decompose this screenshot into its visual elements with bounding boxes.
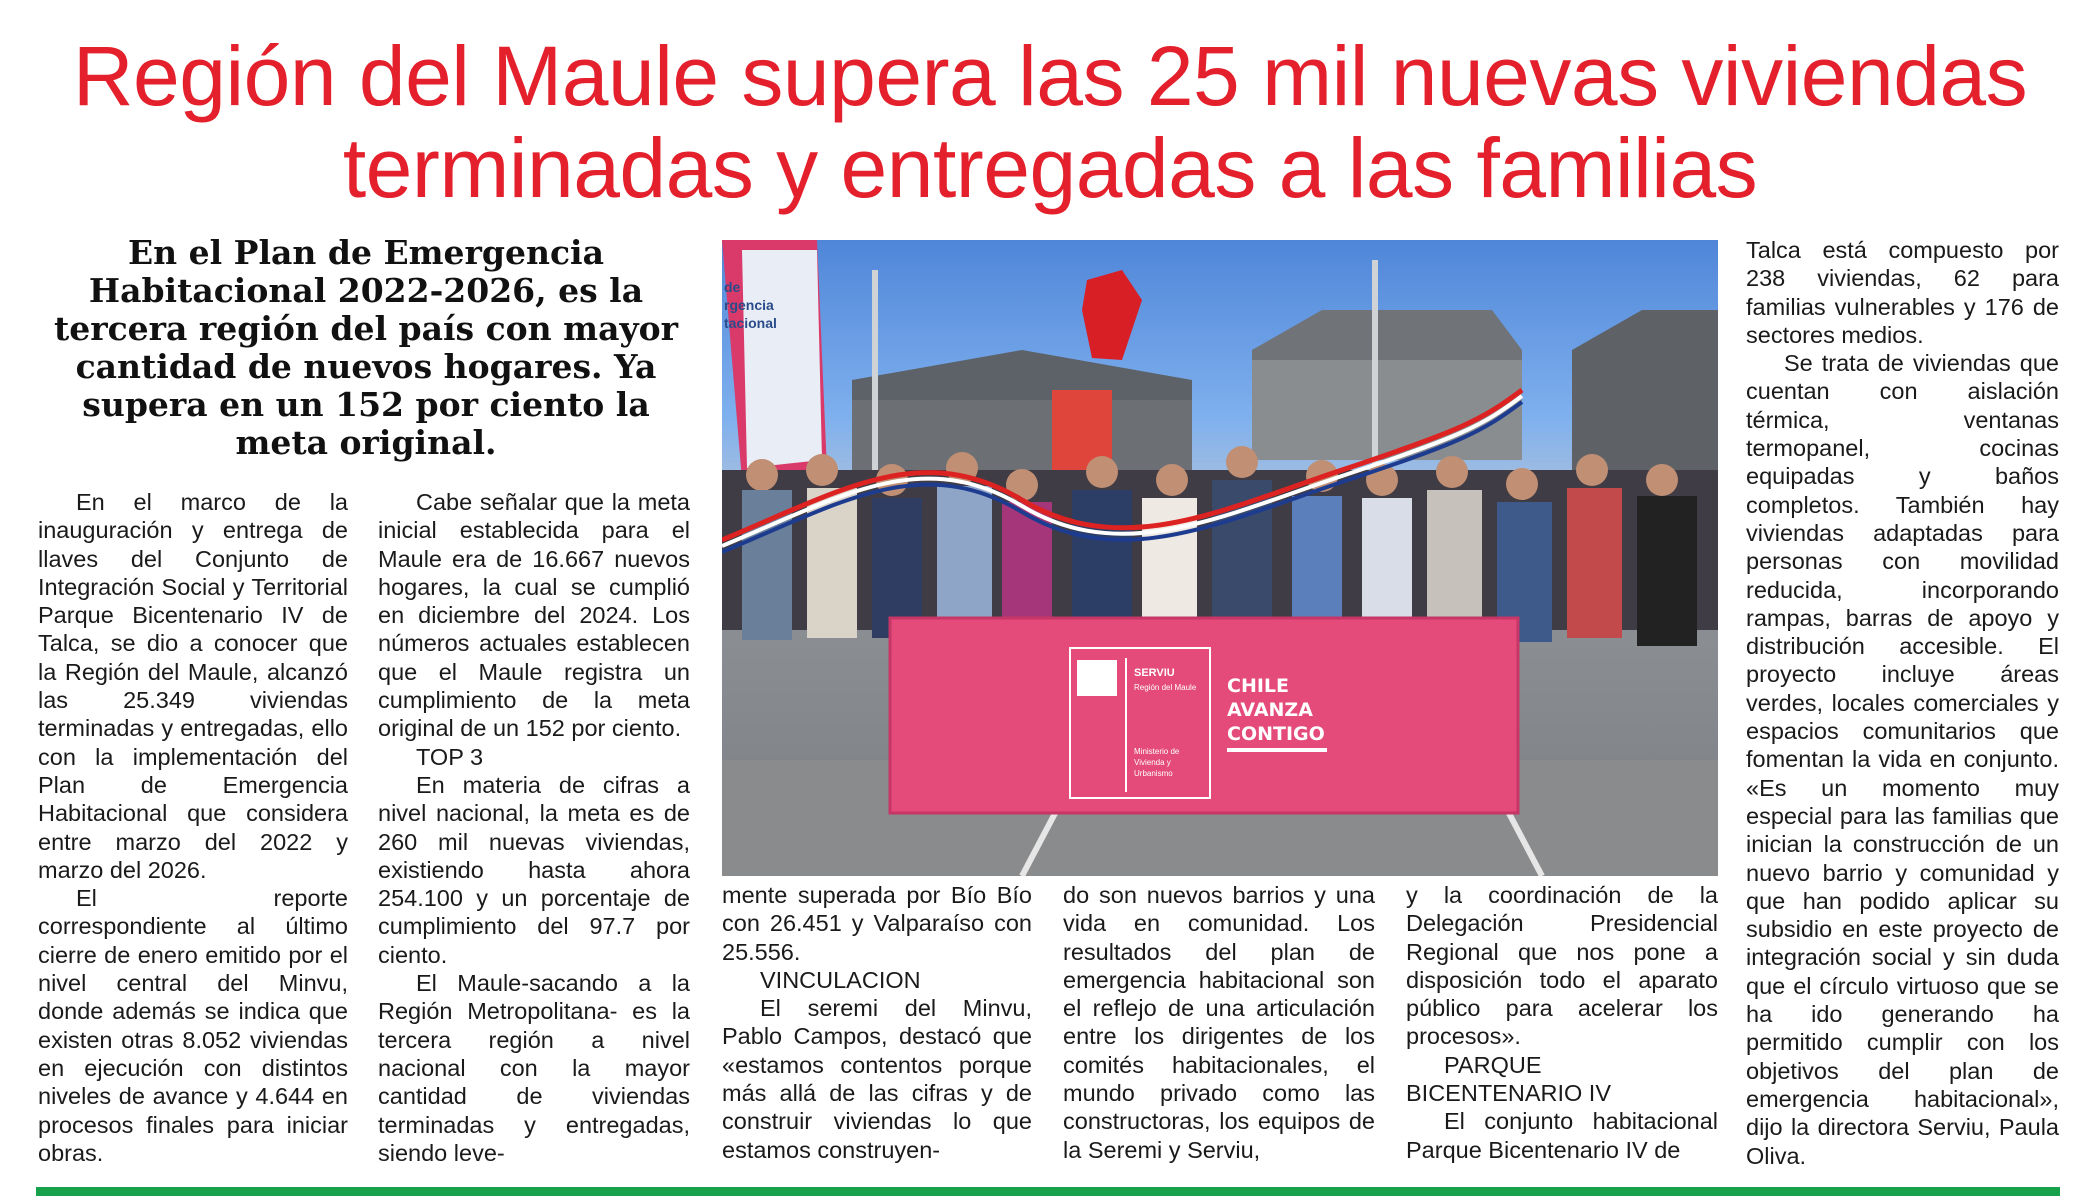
banner-slogan: CHILE <box>1227 675 1290 697</box>
ceremony-photo <box>722 240 1718 876</box>
bottom-divider <box>36 1187 2060 1196</box>
deck-subtitle: En el Plan de Emergencia Habitacional 2022-2026, es la tercera región del país con mayor cantidad de nuevos hogares. Ya supera en un 152 por ciento la meta original. <box>53 233 679 462</box>
banner-region: Región del Maule <box>1134 683 1197 692</box>
headline-line-1: Región del Maule supera las 25 mil nuevas viviendas <box>72 29 2028 123</box>
chile-shield-icon <box>1077 660 1117 696</box>
headline <box>30 30 2070 214</box>
banner-ministry: Ministerio de <box>1134 747 1180 756</box>
paragraph: En el marco de la inauguración y entrega de llaves del Conjunto de Integración Social y Territorial Parque Bicentenario IV de Talca, se dio a conocer que la Región del Maule, alcanzó las 25.349 viviendas terminadas y entregadas, ello con la implementación del Plan de Emergencia Habitacional que considera entre marzo del 2022 y marzo del 2026. <box>38 489 348 883</box>
column-4 <box>1063 881 1375 1164</box>
paragraph: y la coordinación de la Delegación Presidencial Regional que nos pone a disposición todo el aparato público para acelerar los procesos». <box>1406 882 1718 1050</box>
banner-slogan: AVANZA <box>1227 699 1313 721</box>
flag-text: de <box>724 279 741 295</box>
subheading: PARQUE BICENTENARIO IV <box>1406 1051 1612 1107</box>
banner-ministry: Vivienda y <box>1134 758 1171 767</box>
headline-line-2: terminadas y entregadas a las familias <box>342 121 1758 215</box>
house <box>1572 310 1718 470</box>
paragraph: do son nuevos barrios y una vida en comunidad. Los resultados del plan de emergencia habitacional son el reflejo de una articulación entre los dirigentes de los comités habitacionales, el mundo privado como las constructoras, los equipos de la Seremi y Serviu, <box>1063 882 1375 1163</box>
subheading: VINCULACION <box>760 966 921 993</box>
paragraph: mente superada por Bío Bío con 26.451 y Valparaíso con 25.556. <box>722 882 1032 965</box>
subheading: TOP 3 <box>416 743 484 770</box>
column-5 <box>1406 881 1718 1164</box>
paragraph: El reporte correspondiente al último cierre de enero emitido por el nivel central del Minvu, donde además se indica que existen otras 8.052 viviendas en ejecución con distintos niveles de avance y 4.644 en procesos finales para iniciar obras. <box>38 885 348 1166</box>
column-3 <box>722 881 1032 1164</box>
paragraph: El seremi del Minvu, Pablo Campos, destacó que «estamos contentos porque más allá de las cifras y de construir viviendas lo que estamos construyen- <box>722 995 1032 1163</box>
column-2 <box>378 488 690 1167</box>
column-1 <box>38 488 348 1167</box>
paragraph: Talca está compuesto por 238 viviendas, 62 para familias vulnerables y 176 de sectores medios. <box>1746 237 2059 348</box>
banner-ministry: Urbanismo <box>1134 769 1173 778</box>
paragraph: El conjunto habitacional Parque Bicentenario IV de <box>1406 1108 1718 1163</box>
flag-text: rgencia <box>724 297 774 313</box>
flag-text: tacional <box>724 315 777 331</box>
paragraph: Se trata de viviendas que cuentan con aislación térmica, ventanas termopanel, cocinas equipadas y baños completos. También hay viviendas adaptadas para personas con movilidad reducida, incorporando rampas, barras de apoyo y distribución accesible. El proyecto incluye áreas verdes, locales comerciales y espacios comunitarios que fomentan la vida en conjunto. «Es un momento muy especial para las familias que inician la construcción de un nuevo barrio y comunidad y que han podido aplicar su subsidio en este proyecto de integración social y sin duda que el círculo virtuoso que se ha ido generando ha permitido cumplir con los objetivos del plan de emergencia habitacional», dijo la directora Serviu, Paula Oliva. <box>1746 350 2059 1169</box>
paragraph: En materia de cifras a nivel nacional, la meta es de 260 mil nuevas viviendas, existiendo hasta ahora 254.100 y un porcentaje de cumplimiento del 97.7 por ciento. <box>378 771 690 968</box>
paragraph: Cabe señalar que la meta inicial establecida para el Maule era de 16.667 nuevos hogares, la cual se cumplió en diciembre del 2024. Los números actuales establecen que el Maule registra un cumplimiento de la meta original de un 152 por ciento. <box>378 489 690 742</box>
banner-slogan: CONTIGO <box>1227 723 1325 745</box>
red-sculpture <box>1082 270 1142 360</box>
banner-agency: SERVIU <box>1134 667 1175 679</box>
ceremony-illustration <box>722 240 1718 876</box>
column-6 <box>1746 236 2059 1170</box>
paragraph: El Maule-sacando a la Región Metropolitana- es la tercera región a nivel nacional con la mayor cantidad de viviendas terminadas y entregadas, siendo leve- <box>378 970 690 1166</box>
